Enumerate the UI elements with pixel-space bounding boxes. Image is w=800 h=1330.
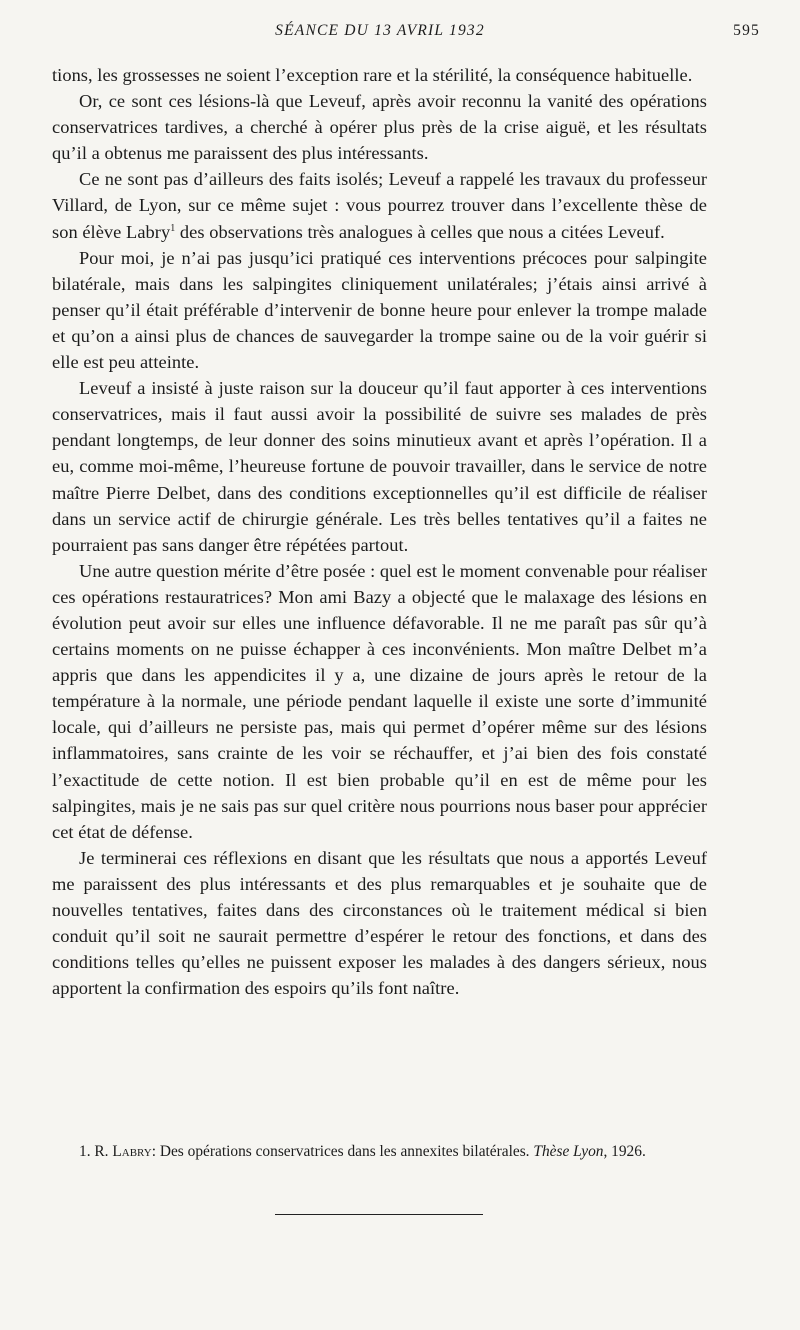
footnote-number: 1. — [79, 1143, 91, 1160]
paragraph: Or, ce sont ces lésions-là que Leveuf, après avoir reconnu la vanité des opérations conservatrices tardives, a cherché à opérer plus près de la crise aiguë, et les résultats qu’il a obtenus me paraissent des plus intéressants. — [52, 91, 707, 164]
paragraph: Une autre question mérite d’être posée : quel est le moment convenable pour réaliser ces opérations restauratrices? Mon ami Bazy a objecté que le malaxage des lésions en évolution peut avoir sur elles une influence défavorable. Il ne me paraît pas sûr qu’à certains moments on ne puisse échapper à ces inconvénients. Mon maître Delbet m’a appris que dans les appendicites il y a, une dizaine de jours après le retour de la température à la normale, une période pendant laquelle il existe une sorte d’immunité locale, qui d’ailleurs ne persiste pas, mais qui permet d’opérer même sur des lésions inflammatoires, sans crainte de les voir se réchauffer, et j’ai bien des fois constaté l’exactitude de cette notion. Il est bien probable qu’il en est de même pour les salpingites, mais je ne sais pas sur quel critère nous pourrions nous baser pour apprécier cet état de défense. — [52, 560, 707, 842]
paragraph: Pour moi, je n’ai pas jusqu’ici pratiqué ces interventions précoces pour salpingite bilatérale, mais dans les salpingites cliniquement unilatérales; j’étais ainsi arrivé à penser qu’il était préférable d’intervenir de bonne heure pour enlever la trompe malade et qu’on a ainsi plus de chances de sauvegarder la trompe saine ou de la voir guérir si elle est peu atteinte. — [52, 247, 707, 373]
end-rule — [275, 1214, 483, 1215]
paragraph — [52, 166, 707, 244]
running-head — [52, 18, 760, 48]
footnote — [52, 1141, 707, 1162]
footnote-thesis: Thèse Lyon — [533, 1143, 604, 1160]
footnote-text — [52, 1141, 707, 1162]
paragraph-text: Ce ne sont pas d’ailleurs des faits isolés; Leveuf a rappelé les travaux du professeur Villard, de Lyon, sur ce même sujet : vous pourrez trouver dans l’excellente thèse de son élève Labry — [52, 169, 707, 242]
running-head-title: SÉANCE DU 13 AVRIL 1932 — [275, 22, 485, 39]
body-text — [52, 62, 707, 1001]
footnote-title: : Des opérations conservatrices dans les annexites bilatérales. — [151, 1143, 530, 1160]
paragraph: tions, les grossesses ne soient l’exception rare et la stérilité, la conséquence habituelle. — [52, 65, 693, 85]
page-number: 595 — [733, 22, 760, 39]
footnote-reference: 1 — [170, 222, 176, 234]
paragraph: Leveuf a insisté à juste raison sur la douceur qu’il faut apporter à ces interventions conservatrices, mais il faut aussi avoir la possibilité de suivre ses malades de près pendant longtemps, de leur donner des soins minutieux avant et après l’opération. Il a eu, comme moi-même, l’heureuse fortune de pouvoir travailler, dans le service de notre maître Pierre Delbet, dans des conditions exceptionnelles qu’il est difficile de réaliser dans un service actif de chirurgie générale. Les très belles tentatives qu’il a faites ne pourraient pas sans danger être répétées partout. — [52, 378, 707, 555]
paragraph-text: des observations très analogues à celles que nous a citées Leveuf. — [179, 221, 665, 242]
footnote-year: , 1926. — [603, 1143, 646, 1160]
footnote-author: R. Labry — [94, 1143, 152, 1160]
paragraph: Je terminerai ces réflexions en disant que les résultats que nous a apportés Leveuf me paraissent des plus intéressants et des plus remarquables et je souhaite que de nouvelles tentatives, faites dans des circonstances où le traitement médical si bien conduit qu’il soit ne saurait permettre d’espérer le retour des fonctions, et dans des conditions telles qu’elles ne puissent exposer les malades à des dangers sérieux, nous apportent la confirmation des espoirs qu’ils font naître. — [52, 847, 707, 999]
